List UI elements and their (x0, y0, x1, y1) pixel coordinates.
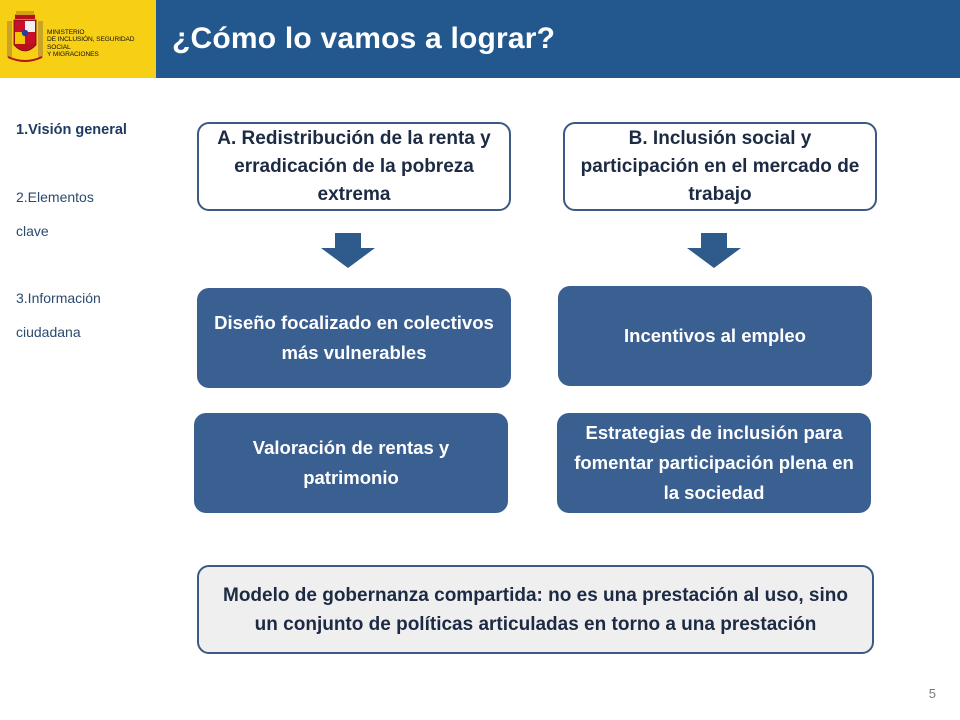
page-title: ¿Cómo lo vamos a lograr? (172, 22, 556, 55)
nav-item-vision-general[interactable]: 1.Visión general (16, 122, 127, 138)
col-a-header: A. Redistribución de la renta y erradicación de la pobreza extrema (197, 122, 511, 211)
col-a-item-focalizado: Diseño focalizado en colectivos más vulnerables (197, 288, 511, 388)
ministry-name: MINISTERIO DE INCLUSIÓN, SEGURIDAD SOCIAL Y MIGRACIONES (47, 29, 135, 59)
col-b-item-estrategias: Estrategias de inclusión para fomentar participación plena en la sociedad (557, 413, 871, 513)
nav-item-informacion-ciudadana[interactable]: 3.Información ciudadana (16, 290, 101, 340)
nav-item-elementos-clave[interactable]: 2.Elementos clave (16, 189, 94, 239)
col-b-item-incentivos: Incentivos al empleo (558, 286, 872, 386)
down-arrow-icon (686, 233, 742, 269)
col-a-item-valoracion: Valoración de rentas y patrimonio (194, 413, 508, 513)
ministry-logo-band (0, 0, 156, 78)
down-arrow-icon (320, 233, 376, 269)
coat-of-arms-icon (6, 7, 44, 65)
col-b-header: B. Inclusión social y participación en el mercado de trabajo (563, 122, 877, 211)
governance-box: Modelo de gobernanza compartida: no es una prestación al uso, sino un conjunto de políticas articuladas en torno a una prestación (197, 565, 874, 654)
page-number: 5 (928, 686, 936, 701)
